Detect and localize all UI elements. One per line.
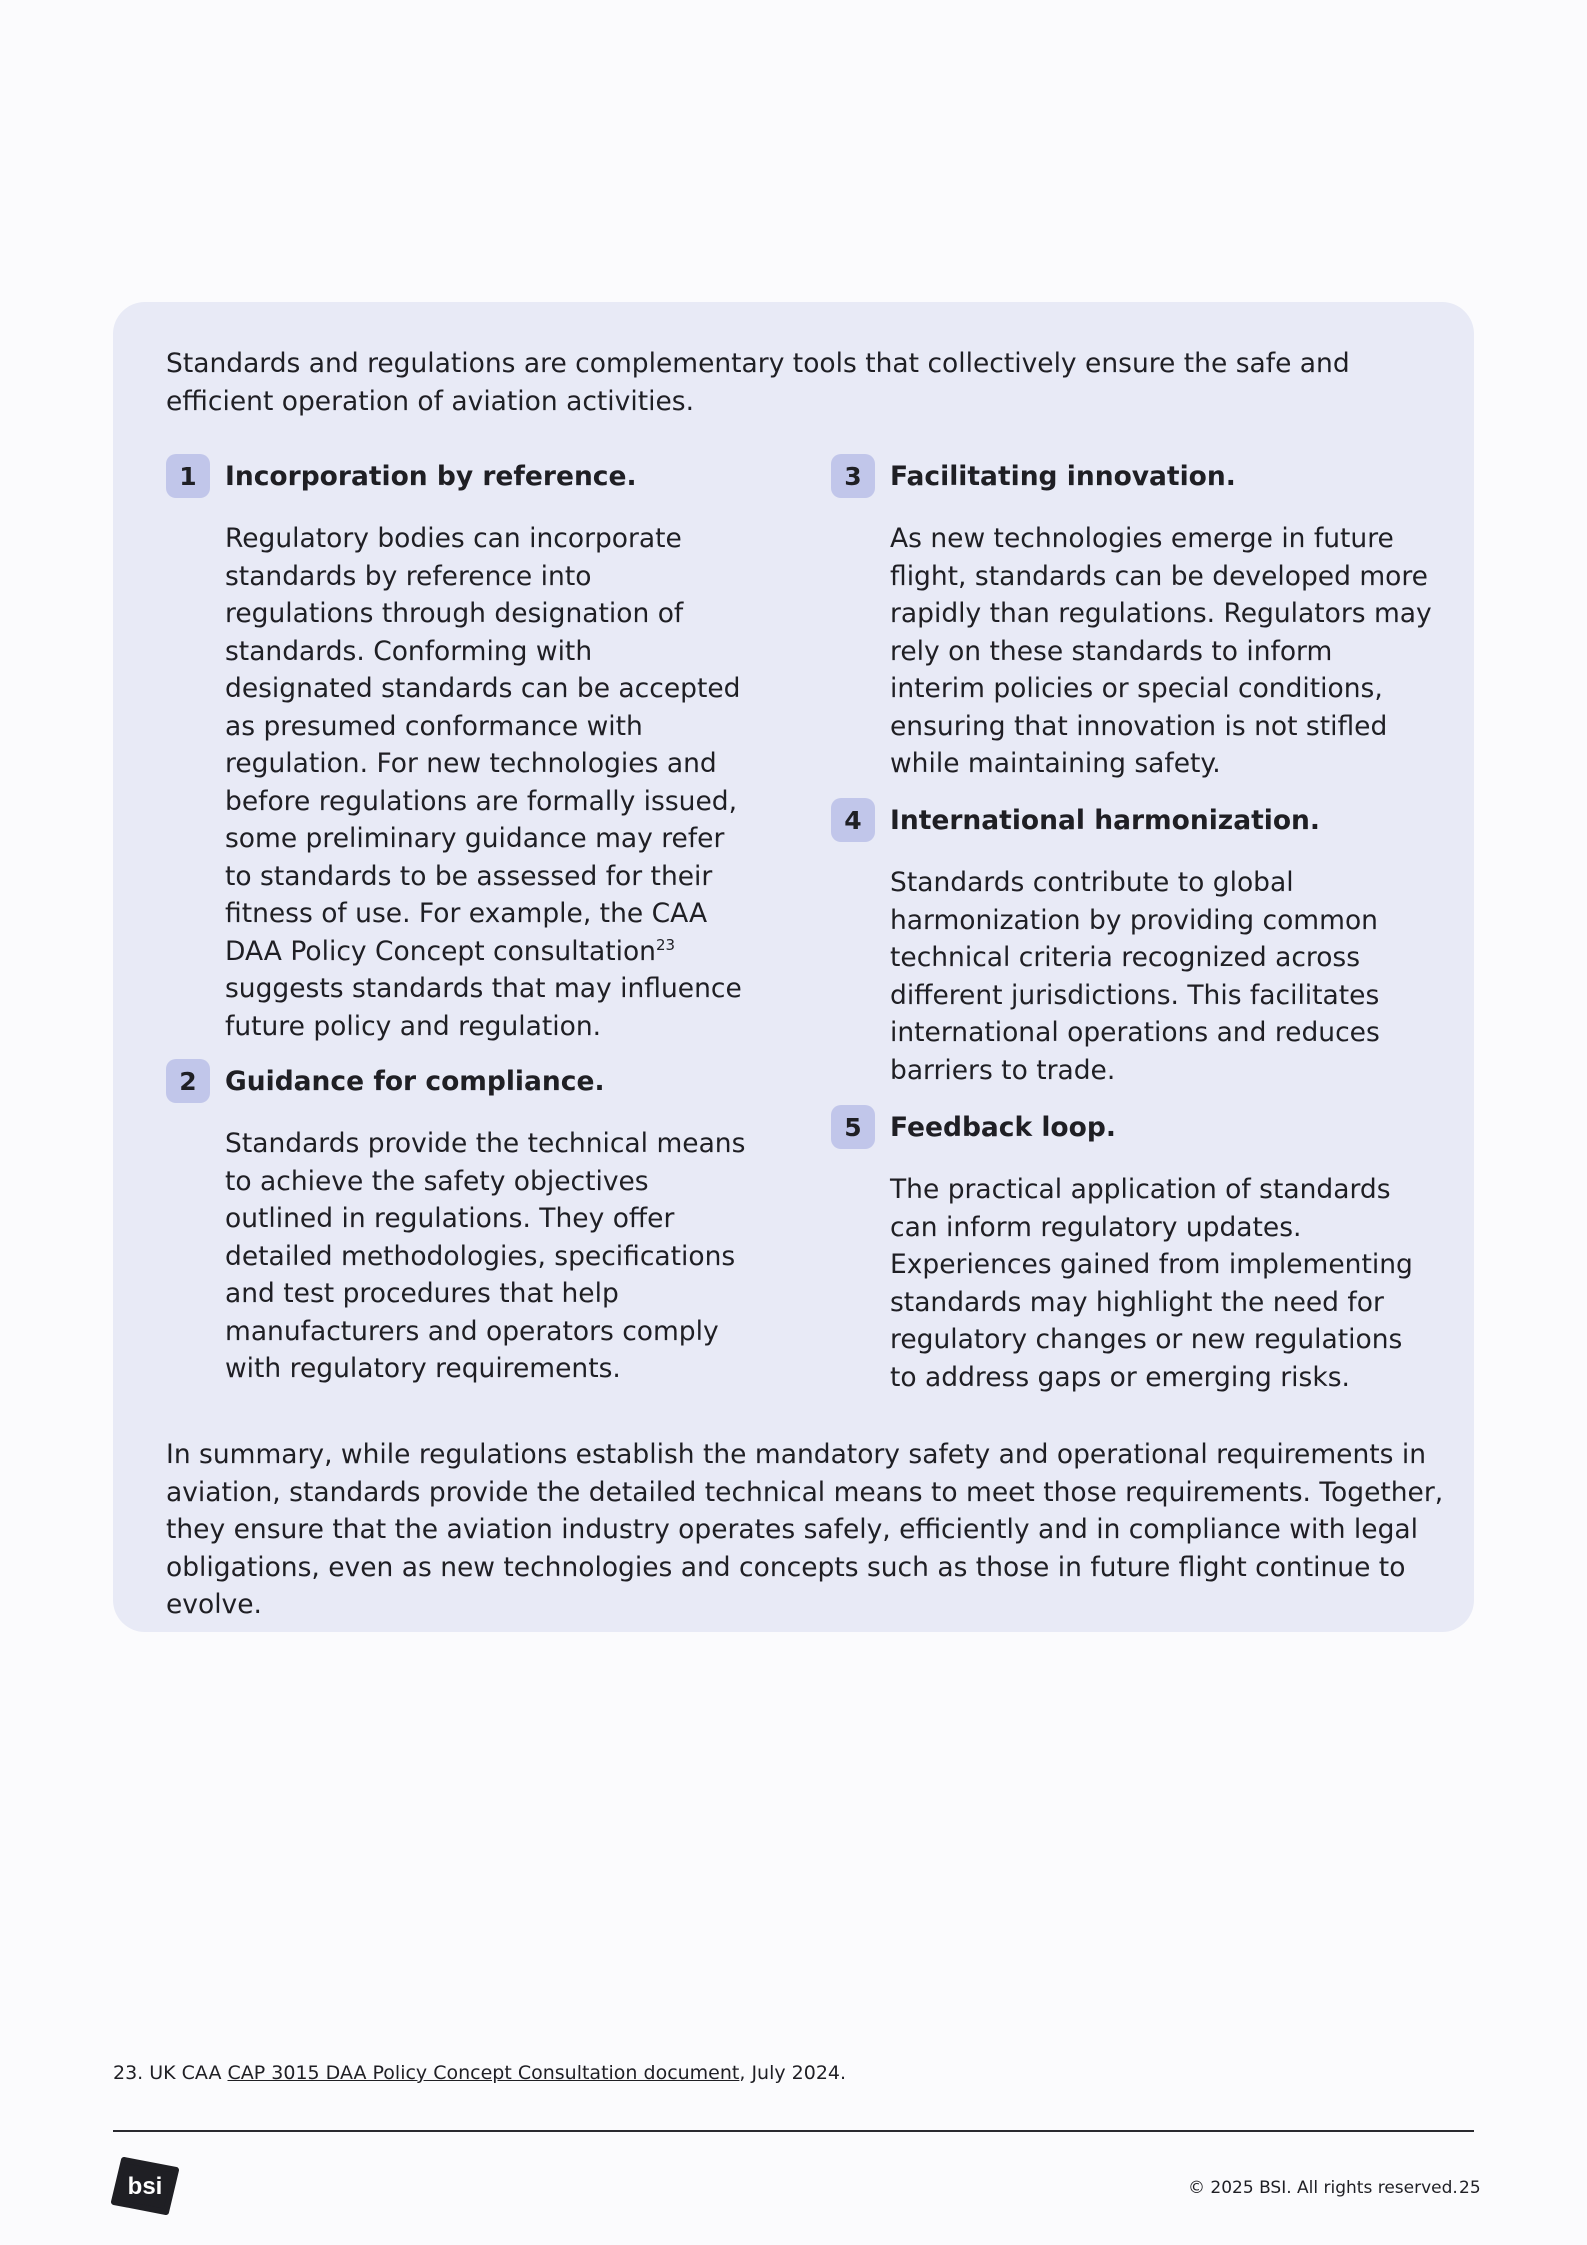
footer-divider	[113, 2130, 1474, 2132]
svg-text:bsi: bsi	[127, 2173, 163, 2200]
item-body: As new technologies emerge in future flight, standards can be developed more rapidly than regulations. Regulators may rely on these standards to inform interim policies or special conditions, ensuring that innovation is not stifled while maintaining safety.	[890, 523, 1432, 779]
info-panel	[113, 302, 1474, 1632]
item-title: Incorporation by reference.	[225, 460, 637, 492]
summary-text: In summary, while regulations establish the mandatory safety and operational requirements in aviation, standards provide the detailed technical means to meet those requirements. Together, they ensure that the aviation industry operates safely, efficiently and in compliance with legal obligations, even as new technologies and concepts such as those in future flight continue to evolve.	[166, 1439, 1444, 1620]
item-title: Guidance for compliance.	[225, 1065, 605, 1097]
item-title: Feedback loop.	[890, 1111, 1116, 1143]
item-number-badge: 1	[166, 454, 210, 498]
page-number: 25	[1459, 2178, 1481, 2198]
list-item-1	[166, 454, 745, 1045]
item-body: Standards contribute to global harmonization by providing common technical criteria recognized across different jurisdictions. This facilitates international operations and reduces barriers to trade.	[890, 867, 1380, 1086]
item-number-badge: 2	[166, 1059, 210, 1103]
item-title: Facilitating innovation.	[890, 460, 1236, 492]
item-body: The practical application of standards can inform regulatory updates. Experiences gained from implementing standards may highlight the need for regulatory changes or new regulations to address gaps or emerging risks.	[890, 1174, 1413, 1393]
list-item-2	[166, 1059, 760, 1388]
item-title: International harmonization.	[890, 804, 1320, 836]
copyright-text: © 2025 BSI. All rights reserved.	[1188, 2178, 1458, 2198]
bsi-logo	[110, 2156, 180, 2216]
item-body: Standards provide the technical means to achieve the safety objectives outlined in regulations. They offer detailed methodologies, specifications and test procedures that help manufacturers and operators comply with regulatory requirements.	[225, 1128, 746, 1384]
footnote-link[interactable]: CAP 3015 DAA Policy Concept Consultation document	[227, 2062, 740, 2084]
footnote: 23. UK CAA CAP 3015 DAA Policy Concept Consultation document, July 2024.	[113, 2062, 847, 2084]
item-number-badge: 4	[831, 798, 875, 842]
item-number-badge: 3	[831, 454, 875, 498]
list-item-3	[831, 454, 1435, 783]
footnote-ref[interactable]: 23	[655, 935, 676, 954]
item-body: Regulatory bodies can incorporate standards by reference into regulations through designation of standards. Conforming with designated standards can be accepted as presumed conformance with regulation. For new technologies and before regulations are formally issued, some preliminary guidance may refer to standards to be assessed for their fitness of use. For example, the CAA DAA Policy Concept consultation$^{23}$ suggests standards that may influence future policy and regulation.	[225, 523, 742, 1042]
intro-text: Standards and regulations are complementary tools that collectively ensure the safe and efficient operation of aviation activities.	[166, 348, 1350, 417]
list-item-4	[831, 798, 1410, 1089]
list-item-5	[831, 1105, 1435, 1396]
item-number-badge: 5	[831, 1105, 875, 1149]
